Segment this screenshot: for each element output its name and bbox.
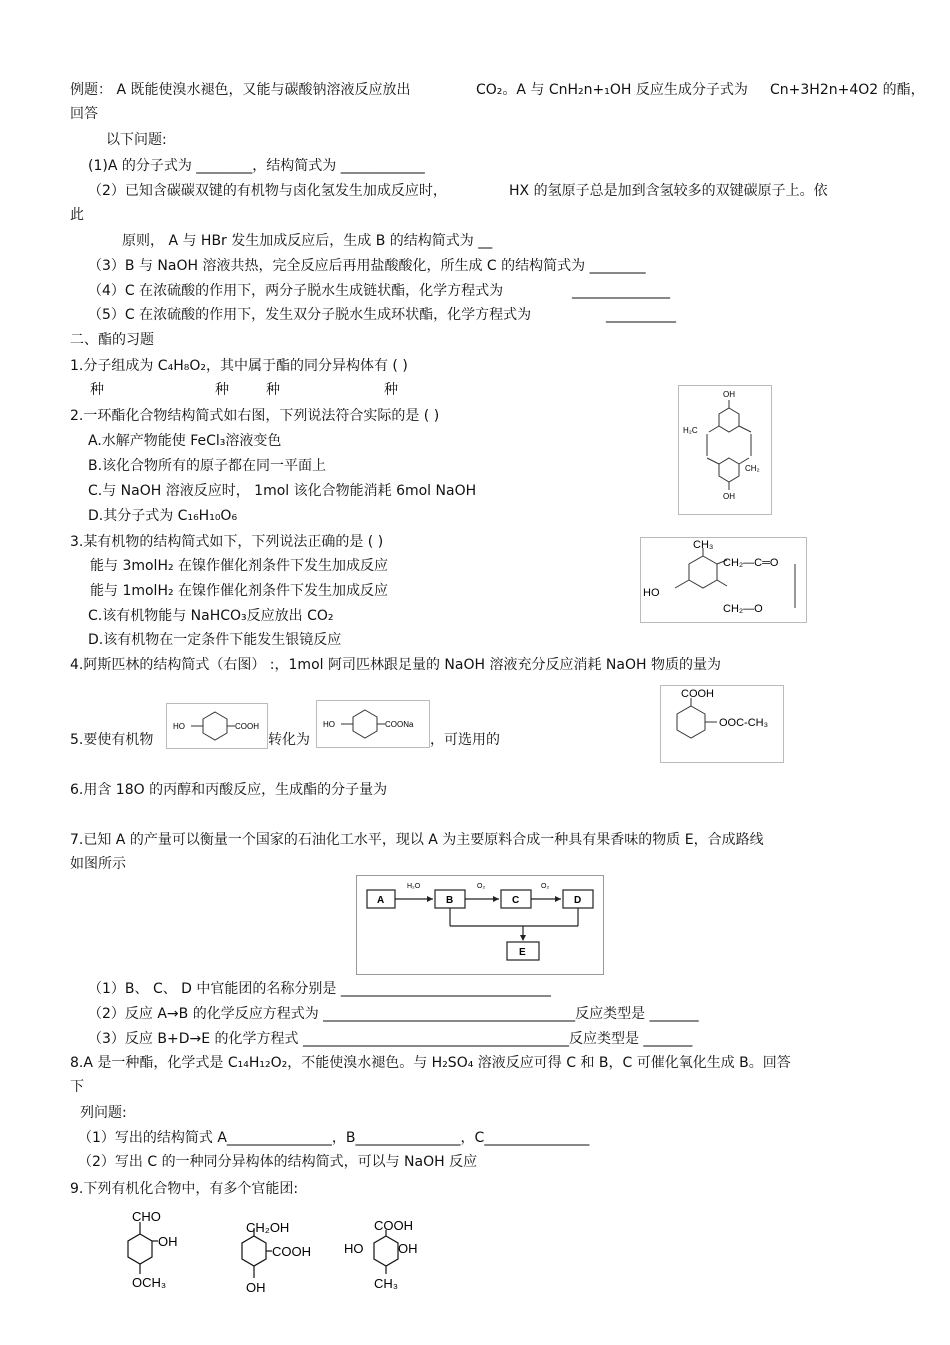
problem-8: 8.A 是一种酯，化学式是 C₁₄H₁₂O₂，不能使溴水褪色。与 H₂SO₄ 溶液反应可得 C 和 B，C 可催化氧化生成 B。回答	[70, 1055, 791, 1071]
node-b: B	[446, 895, 454, 906]
example-q2b: HX 的氢原子总是加到含氢较多的双键碳原子上。依	[509, 183, 828, 199]
example-line-1b: CO₂。A 与 CnH₂n+₁OH 反应生成分子式为	[476, 82, 748, 98]
example-q4-blank: ______________	[572, 283, 670, 299]
example-line-2: 回答	[70, 106, 98, 122]
problem-7-sub2: （2）反应 A→B 的化学反应方程式为 ____________________________________反应类型是 _______	[88, 1006, 699, 1022]
ch2oh-label: CH₂OH	[246, 1220, 290, 1235]
example-q5-blank: __________	[606, 307, 676, 323]
ch2-label-left: H₂C	[683, 426, 698, 435]
problem-3: 3.某有机物的结构简式如下，下列说法正确的是 ( )	[70, 534, 384, 550]
step2-reagent: O₂	[477, 883, 486, 890]
ho-label-c3: HO	[344, 1241, 364, 1256]
node-c: C	[512, 895, 520, 906]
section-title: 二、酯的习题	[70, 332, 154, 348]
cho-label: CHO	[132, 1209, 161, 1224]
ho-label-5b: HO	[323, 720, 335, 729]
example-q2a: （2）已知含碳碳双键的有机物与卤化氢发生加成反应时，	[88, 183, 447, 199]
problem-8-cont: 下	[70, 1079, 84, 1095]
compound-hydroxymethyl-acid-structure	[234, 1216, 320, 1302]
compound-dihydroxy-acid-structure	[342, 1216, 422, 1296]
ch3-label: CH₃	[693, 539, 714, 551]
example-line-1: 例题： A 既能使溴水褪色，又能与碳酸钠溶液反应放出	[70, 82, 411, 98]
problem-9: 9.下列有机化合物中，有多个官能团:	[70, 1181, 299, 1197]
problem-2: 2.一环酯化合物结构简式如右图，下列说法符合实际的是 ( )	[70, 408, 440, 424]
sodium-hydroxybenzoate-structure	[316, 700, 430, 748]
problem-6: 6.用含 18O 的丙醇和丙酸反应，生成酯的分子量为	[70, 782, 388, 798]
example-q5: （5）C 在浓硫酸的作用下，发生双分子脱水生成环状酯，化学方程式为	[88, 307, 532, 323]
oh-label-c3: OH	[398, 1241, 418, 1256]
ch2-label-right: CH₂	[745, 464, 760, 473]
problem-5-end: ，可选用的	[430, 732, 500, 748]
ch2o-label: CH₂—O	[723, 603, 763, 615]
ho-label-5a: HO	[173, 722, 185, 731]
ho-label: HO	[643, 587, 660, 599]
step1-reagent: H₂O	[407, 883, 421, 890]
option-3c: C.该有机物能与 NaHCO₃反应放出 CO₂	[88, 608, 334, 624]
step3-reagent: O₂	[541, 883, 550, 890]
example-q2d: 原则， A 与 HBr 发生加成反应后，生成 B 的结构简式为 __	[122, 233, 493, 249]
problem-5-start: 5.要使有机物	[70, 732, 154, 748]
cooh-label-c2: COOH	[272, 1244, 311, 1259]
aspirin-structure	[660, 685, 784, 763]
option-3b: 能与 1molH₂ 在镍作催化剂条件下发生加成反应	[90, 583, 389, 599]
ch2co-label: CH₂—C═O	[723, 557, 779, 569]
problem-8-sub1: （1）写出的结构简式 A_______________，B_______________，C_______________	[78, 1130, 590, 1146]
node-e: E	[519, 947, 526, 958]
compound-vanillin-structure	[112, 1206, 192, 1294]
oh-label-top: OH	[723, 390, 735, 399]
example-line-3: 以下问题:	[106, 132, 167, 148]
oh-label-bottom: OH	[723, 492, 735, 501]
problem-5-middle: 转化为	[268, 732, 310, 748]
problem-8-cont2: 列问题:	[80, 1105, 127, 1121]
node-a: A	[377, 895, 385, 906]
cooh-label-5a: COOH	[235, 722, 259, 731]
coona-label: COONa	[385, 720, 414, 729]
problem-8-sub2: （2）写出 C 的一种同分异构体的结构简式，可以与 NaOH 反应	[78, 1154, 478, 1170]
cooh-label-c3: COOH	[374, 1218, 413, 1233]
problem-7-sub1: （1）B、 C、 D 中官能团的名称分别是 ______________________________	[88, 981, 551, 997]
option-3a: 能与 3molH₂ 在镍作催化剂条件下发生加成反应	[90, 558, 389, 574]
problem-1: 1.分子组成为 C₄H₈O₂，其中属于酯的同分异构体有 ( )	[70, 358, 408, 374]
example-q3: （3）B 与 NaOH 溶液共热，完全反应后再用盐酸酸化，所生成 C 的结构简式为 ________	[88, 258, 646, 274]
problem-7-cont: 如图所示	[70, 856, 126, 872]
oh-label-c2: OH	[246, 1280, 266, 1295]
lactone-structure	[640, 537, 807, 623]
option-1c: 种	[266, 382, 280, 398]
och3-label: OCH₃	[132, 1275, 167, 1290]
option-1a: 种	[90, 382, 104, 398]
node-d: D	[574, 895, 582, 906]
ooc-label: OOC-CH₃	[719, 717, 769, 729]
oh-label-c1: OH	[158, 1234, 178, 1249]
option-2b: B.该化合物所有的原子都在同一平面上	[88, 458, 327, 474]
problem-4: 4.阿斯匹林的结构简式（右图） :，1mol 阿司匹林跟足量的 NaOH 溶液充分反应消耗 NaOH 物质的量为	[70, 657, 721, 673]
hydroxybenzoic-acid-structure	[166, 703, 268, 749]
example-q1: (1)A 的分子式为 ________，结构简式为 ____________	[88, 158, 425, 174]
cooh-label: COOH	[681, 688, 714, 700]
option-1d: 种	[384, 382, 398, 398]
option-3d: D.该有机物在一定条件下能发生银镜反应	[88, 632, 342, 648]
example-line-1c: Cn+3H2n+4O2 的酯，	[770, 82, 925, 98]
option-2c: C.与 NaOH 溶液反应时， 1mol 该化合物能消耗 6mol NaOH	[88, 483, 477, 499]
option-1b: 种	[215, 382, 229, 398]
ch3-label-c3: CH₃	[374, 1276, 399, 1291]
problem-7: 7.已知 A 的产量可以衡量一个国家的石油化工水平，现以 A 为主要原料合成一种具有果香味的物质 E，合成路线	[70, 832, 764, 848]
synthesis-route-diagram	[356, 875, 604, 975]
example-q4: （4）C 在浓硫酸的作用下，两分子脱水生成链状酯，化学方程式为	[88, 283, 504, 299]
option-2d: D.其分子式为 C₁₆H₁₀O₆	[88, 508, 238, 524]
example-q2c: 此	[70, 207, 84, 223]
cyclic-ester-structure	[678, 385, 772, 515]
problem-7-sub3: （3）反应 B+D→E 的化学方程式 ______________________________________反应类型是 _______	[88, 1031, 693, 1047]
option-2a: A.水解产物能使 FeCl₃溶液变色	[88, 433, 282, 449]
